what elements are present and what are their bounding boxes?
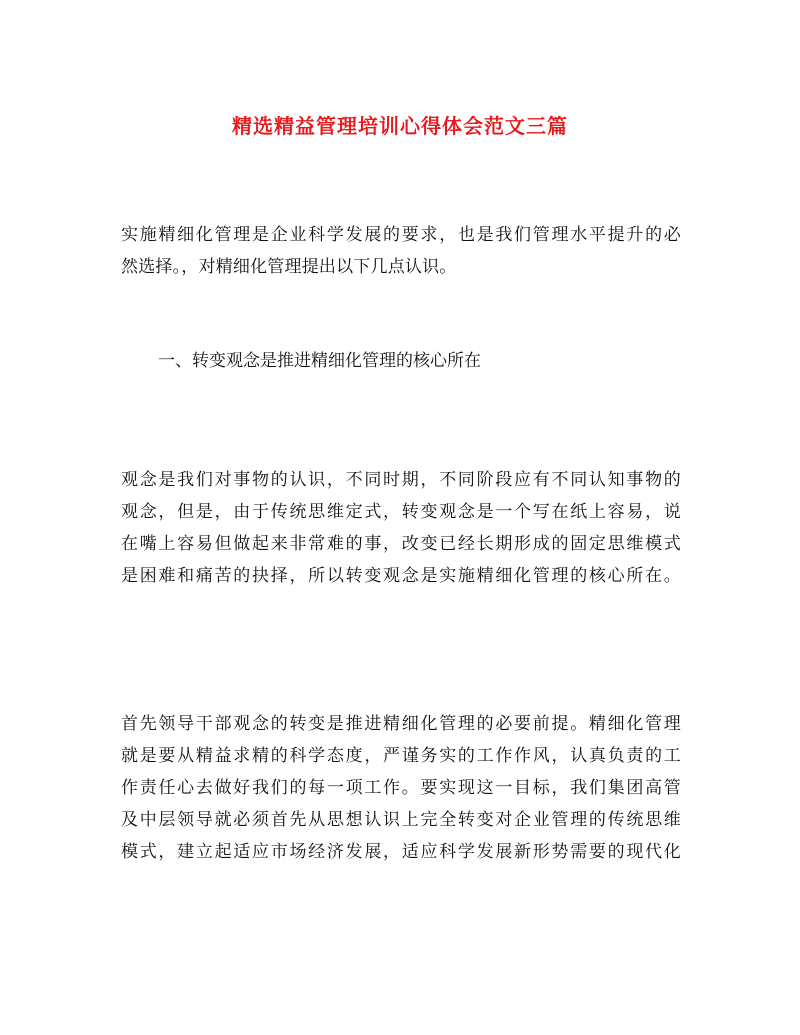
- paragraph-line: 然选择。，对精细化管理提出以下几点认识。: [121, 257, 457, 277]
- paragraph-line: 观念，但是，由于传统思维定式，转变观念是一个写在纸上容易，说: [121, 502, 681, 522]
- paragraph-line: 观念是我们对事物的认识，不同时期，不同阶段应有不同认知事物的: [121, 470, 681, 490]
- section-heading: 一、转变观念是推进精细化管理的核心所在: [158, 351, 481, 371]
- paragraph-line: 就是要从精益求精的科学态度，严谨务实的工作作风，认真负责的工: [121, 746, 681, 766]
- paragraph-line: 及中层领导就必须首先从思想认识上完全转变对企业管理的传统思维: [121, 810, 681, 830]
- document-title: 精选精益管理培训心得体会范文三篇: [232, 114, 568, 138]
- paragraph-line: 模式，建立起适应市场经济发展，适应科学发展新形势需要的现代化: [121, 842, 681, 862]
- paragraph-concept: [121, 464, 681, 592]
- paragraph-line: 实施精细化管理是企业科学发展的要求，也是我们管理水平提升的必: [121, 225, 681, 245]
- paragraph-intro: [121, 219, 681, 283]
- paragraph-line: 首先领导干部观念的转变是推进精细化管理的必要前提。精细化管理: [121, 714, 681, 734]
- paragraph-line: 在嘴上容易但做起来非常难的事，改变已经长期形成的固定思维模式: [121, 534, 681, 554]
- paragraph-line: 作责任心去做好我们的每一项工作。要实现这一目标，我们集团高管: [121, 778, 681, 798]
- paragraph-line: 是困难和痛苦的抉择，所以转变观念是实施精细化管理的核心所在。: [121, 566, 681, 586]
- paragraph-leadership: [121, 708, 681, 868]
